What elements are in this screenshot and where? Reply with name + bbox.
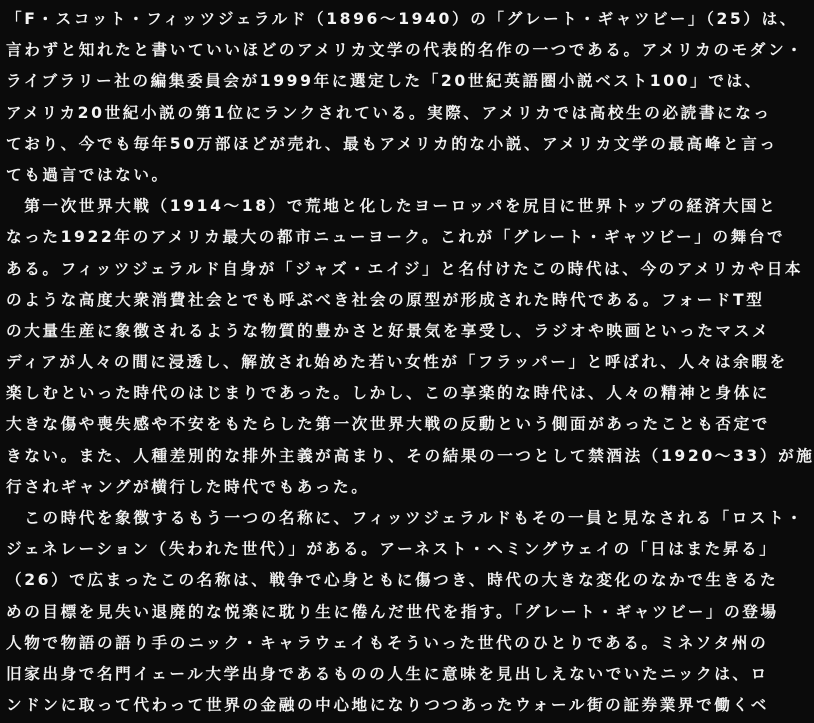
text-line: 言わずと知れたと書いていいほどのアメリカ文学の代表的名作の一つである。アメリカのモダン・ [6,41,805,60]
text-line: ディアが人々の間に浸透し、解放され始めた若い女性が「フラッパー」と呼ばれ、人々は余暇を [6,353,788,372]
text-line: 人物で物語の語り手のニック・キャラウェイもそういった世代のひとりである。ミネソタ州の [6,633,769,652]
text-line: の大量生産に象徴されるような物質的豊かさと好景気を享受し、ラジオや映画といったマスメ [6,321,771,340]
text-line: ており、今でも毎年50万部ほどが売れ、最もアメリカ的な小説、アメリカ文学の最高峰と言っ [6,134,778,153]
text-line: ンドンに取って代わって世界の金融の中心地になりつつあったウォール街の証券業界で働くベ [6,696,769,715]
text-line: この時代を象徴するもう一つの名称に、フィッツジェラルドもその一員と見なされる「ロスト・ [6,509,805,527]
text-line: 楽しむといった時代のはじまりであった。しかし、この享楽的な時代は、人々の精神と身体に [6,384,770,403]
text-line: 大きな傷や喪失感や不安をもたらした第一次世界大戦の反動という側面があったことも否定で [6,415,770,434]
text-line: 「F・スコット・フィッツジェラルド（1896〜1940）の「グレート・ギャツビー」（25）は、 [6,10,798,28]
text-line: 第一次世界大戦（1914〜18）で荒地と化したヨーロッパを尻目に世界トップの経済大国と [6,197,778,216]
text-line: アメリカ20世紀小説の第1位にランクされている。実際、アメリカでは高校生の必読書になっ [6,103,772,122]
text-line: 旧家出身で名門イェール大学出身であるものの人生に意味を見出しえないでいたニックは、ロ [6,664,769,683]
text-line: （26）で広まったこの名称は、戦争で心身ともに傷つき、時代の大きな変化のなかで生きるた [6,571,779,590]
text-line: なった1922年のアメリカ最大の都市ニューヨーク。これが「グレート・ギャツビー」の舞台で [6,228,786,247]
text-line: ジェネレーション（失われた世代）」がある。アーネスト・ヘミングウェイの「日はまた昇る」 [6,540,778,559]
text-line: きない。また、人種差別的な排外主義が高まり、その結果の一つとして禁酒法（1920〜33）が施 [6,446,814,465]
text-line: ても過言ではない。 [6,165,170,184]
text-line: のような高度大衆消費社会とでも呼ぶべき社会の原型が形成された時代である。フォードT型 [6,290,765,309]
text-line: ある。フィッツジェラルド自身が「ジャズ・エイジ」と名付けたこの時代は、今のアメリカや日本 [6,259,804,278]
text-line: 行されギャングが横行した時代でもあった。 [6,477,370,496]
text-line: ライブラリー社の編集委員会が1999年に選定した「20世紀英語圏小説ベスト100」では、 [6,72,763,91]
text-line: めの目標を見失い退廃的な悦楽に耽り生に倦んだ世代を指す。「グレート・ギャツビー」の登場 [6,602,779,621]
